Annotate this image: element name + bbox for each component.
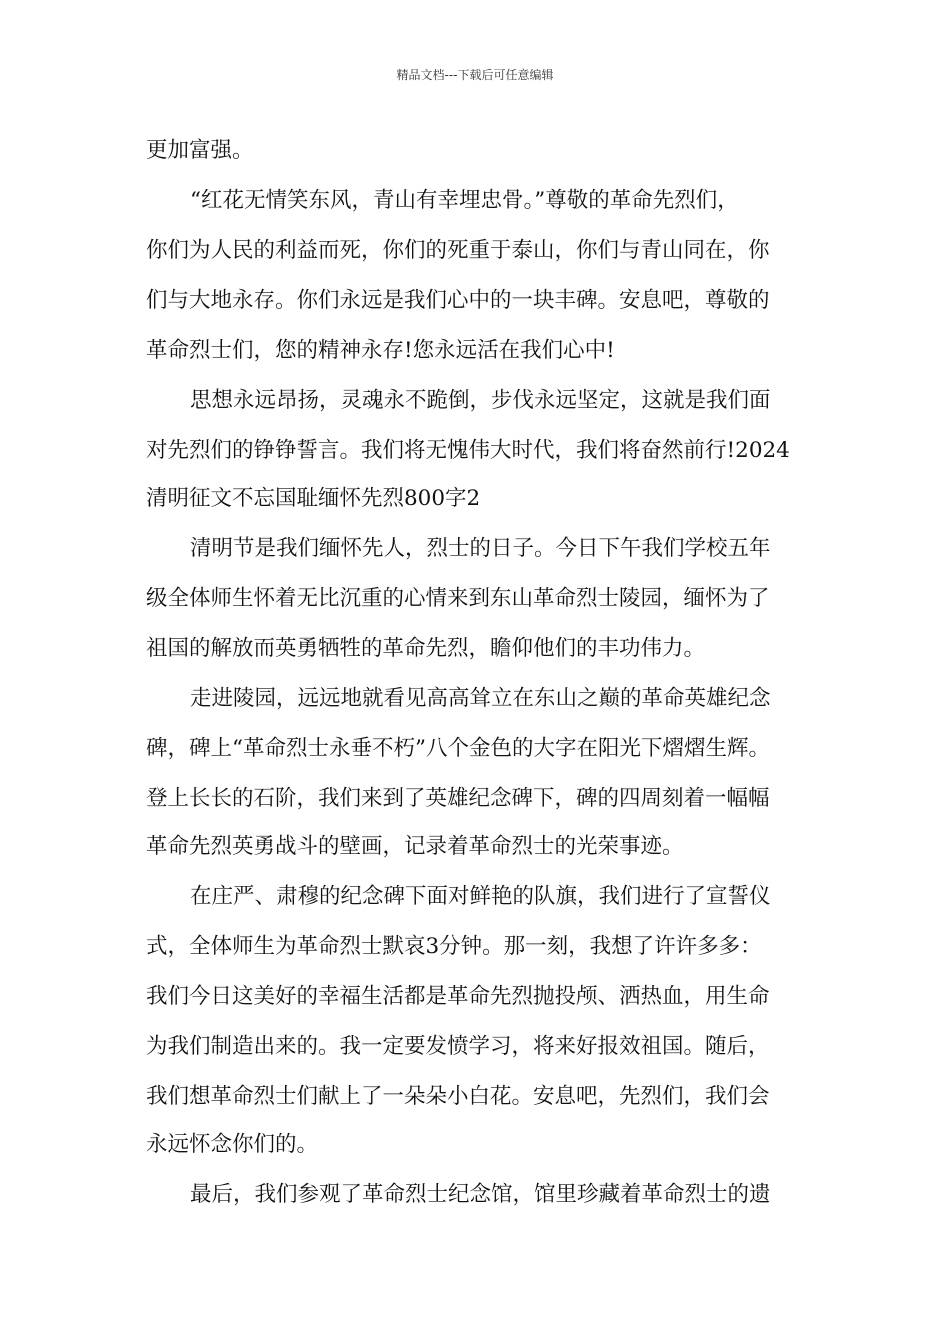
text-line: 你们为人民的利益而死，你们的死重于泰山，你们与青山同在，你 (146, 238, 770, 263)
text-line: 清明节是我们缅怀先人，烈士的日子。今日下午我们学校五年 (190, 536, 771, 561)
text-line: 清明征文不忘国耻缅怀先烈800字2 (146, 486, 481, 511)
text-line: 我们想革命烈士们献上了一朵朵小白花。安息吧，先烈们，我们会 (146, 1084, 770, 1109)
text-line: 碑，碑上“革命烈士永垂不朽”八个金色的大字在阳光下熠熠生辉。 (146, 736, 770, 761)
text-line: 登上长长的石阶，我们来到了英雄纪念碑下，碑的四周刻着一幅幅 (146, 786, 770, 811)
text-line: 革命烈士们，您的精神永存!您永远活在我们心中! (146, 338, 615, 363)
text-line: 为我们制造出来的。我一定要发愤学习，将来好报效祖国。随后， (146, 1034, 770, 1059)
text-line: 们与大地永存。你们永远是我们心中的一块丰碑。安息吧，尊敬的 (146, 288, 770, 313)
text-line: 我们今日这美好的幸福生活都是革命先烈抛投颅、洒热血，用生命 (146, 984, 770, 1009)
text-line: 永远怀念你们的。 (146, 1132, 319, 1157)
text-line: 思想永远昂扬，灵魂永不跪倒，步伐永远坚定，这就是我们面 (190, 388, 771, 413)
text-line: “红花无情笑东风，青山有幸埋忠骨。”尊敬的革命先烈们， (190, 188, 739, 213)
page-header: 精品文档---下载后可任意编辑 (396, 68, 554, 82)
text-line: 对先烈们的铮铮誓言。我们将无愧伟大时代，我们将奋然前行!2024 (146, 438, 790, 463)
text-line: 更加富强。 (146, 138, 254, 163)
text-line: 革命先烈英勇战斗的壁画，记录着革命烈士的光荣事迹。 (146, 834, 684, 859)
text-line: 祖国的解放而英勇牺牲的革命先烈，瞻仰他们的丰功伟力。 (146, 636, 706, 661)
text-line: 最后，我们参观了革命烈士纪念馆，馆里珍藏着革命烈士的遗 (190, 1182, 771, 1207)
text-line: 走进陵园，远远地就看见高高耸立在东山之巅的革命英雄纪念 (190, 686, 771, 711)
text-line: 在庄严、肃穆的纪念碑下面对鲜艳的队旗，我们进行了宣誓仪 (190, 884, 771, 909)
text-line: 级全体师生怀着无比沉重的心情来到东山革命烈士陵园，缅怀为了 (146, 586, 770, 611)
text-line: 式，全体师生为革命烈士默哀3分钟。那一刻，我想了许许多多： (146, 934, 762, 959)
